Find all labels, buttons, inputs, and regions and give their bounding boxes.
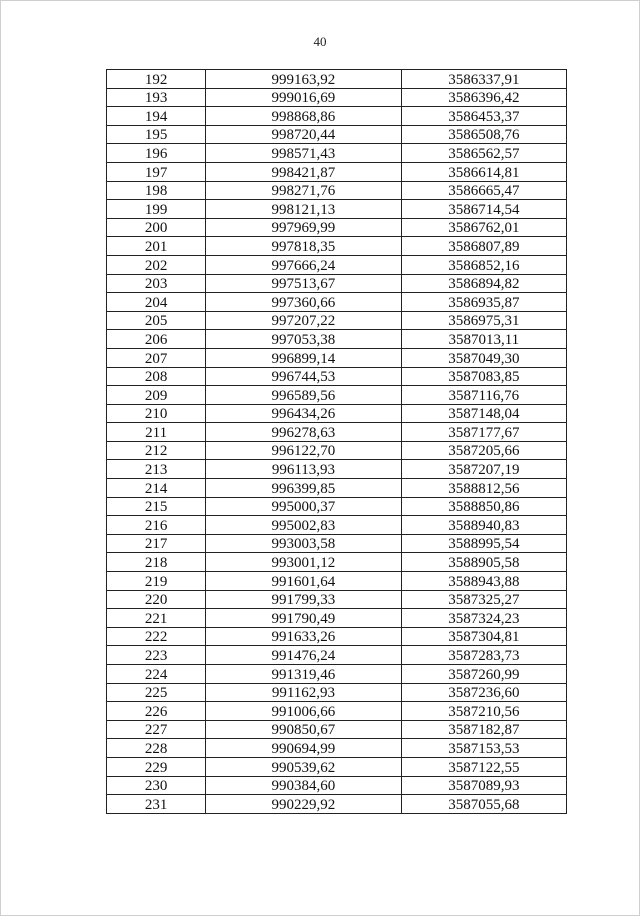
- x-coordinate-cell: 993003,58: [206, 534, 401, 553]
- table-row: [107, 441, 567, 460]
- x-coordinate-cell: 990539,62: [206, 757, 401, 776]
- point-number-cell: 218: [107, 553, 206, 572]
- y-coordinate-cell: 3586762,01: [401, 218, 566, 237]
- x-coordinate-cell: 991790,49: [206, 609, 401, 628]
- table-row: [107, 107, 567, 126]
- point-number-cell: 199: [107, 200, 206, 219]
- table-row: [107, 609, 567, 628]
- y-coordinate-cell: 3586396,42: [401, 88, 566, 107]
- x-coordinate-cell: 991162,93: [206, 683, 401, 702]
- table-row: [107, 218, 567, 237]
- y-coordinate-cell: 3588812,56: [401, 479, 566, 498]
- point-number-cell: 213: [107, 460, 206, 479]
- x-coordinate-cell: 996122,70: [206, 441, 401, 460]
- x-coordinate-cell: 996278,63: [206, 423, 401, 442]
- y-coordinate-cell: 3588940,83: [401, 516, 566, 535]
- point-number-cell: 228: [107, 739, 206, 758]
- point-number-cell: 222: [107, 627, 206, 646]
- point-number-cell: 198: [107, 181, 206, 200]
- point-number-cell: 205: [107, 311, 206, 330]
- x-coordinate-cell: 999163,92: [206, 70, 401, 89]
- x-coordinate-cell: 991476,24: [206, 646, 401, 665]
- x-coordinate-cell: 996113,93: [206, 460, 401, 479]
- point-number-cell: 197: [107, 162, 206, 181]
- table-row: [107, 162, 567, 181]
- point-number-cell: 214: [107, 479, 206, 498]
- x-coordinate-cell: 997818,35: [206, 237, 401, 256]
- y-coordinate-cell: 3588995,54: [401, 534, 566, 553]
- y-coordinate-cell: 3587148,04: [401, 404, 566, 423]
- y-coordinate-cell: 3587083,85: [401, 367, 566, 386]
- page-number: 40: [313, 34, 327, 49]
- y-coordinate-cell: 3587236,60: [401, 683, 566, 702]
- x-coordinate-cell: 991006,66: [206, 702, 401, 721]
- y-coordinate-cell: 3587283,73: [401, 646, 566, 665]
- y-coordinate-cell: 3586714,54: [401, 200, 566, 219]
- x-coordinate-cell: 990384,60: [206, 776, 401, 795]
- point-number-cell: 219: [107, 572, 206, 591]
- point-number-cell: 225: [107, 683, 206, 702]
- table-row: [107, 70, 567, 89]
- table-row: [107, 590, 567, 609]
- y-coordinate-cell: 3587055,68: [401, 795, 566, 814]
- table-row: [107, 757, 567, 776]
- table-row: [107, 293, 567, 312]
- table-row: [107, 311, 567, 330]
- x-coordinate-cell: 991319,46: [206, 665, 401, 684]
- x-coordinate-cell: 991601,64: [206, 572, 401, 591]
- table-row: [107, 460, 567, 479]
- table-row: [107, 739, 567, 758]
- y-coordinate-cell: 3587122,55: [401, 757, 566, 776]
- table-row: [107, 572, 567, 591]
- y-coordinate-cell: 3586665,47: [401, 181, 566, 200]
- point-number-cell: 200: [107, 218, 206, 237]
- point-number-cell: 224: [107, 665, 206, 684]
- y-coordinate-cell: 3587116,76: [401, 386, 566, 405]
- x-coordinate-cell: 990229,92: [206, 795, 401, 814]
- point-number-cell: 230: [107, 776, 206, 795]
- table-row: [107, 720, 567, 739]
- table-row: [107, 795, 567, 814]
- y-coordinate-cell: 3586852,16: [401, 255, 566, 274]
- table-row: [107, 330, 567, 349]
- point-number-cell: 202: [107, 255, 206, 274]
- y-coordinate-cell: 3586614,81: [401, 162, 566, 181]
- y-coordinate-cell: 3588943,88: [401, 572, 566, 591]
- table-row: [107, 497, 567, 516]
- point-number-cell: 192: [107, 70, 206, 89]
- x-coordinate-cell: 997053,38: [206, 330, 401, 349]
- point-number-cell: 231: [107, 795, 206, 814]
- table-row: [107, 348, 567, 367]
- point-number-cell: 220: [107, 590, 206, 609]
- y-coordinate-cell: 3586935,87: [401, 293, 566, 312]
- table-row: [107, 367, 567, 386]
- table-row: [107, 683, 567, 702]
- point-number-cell: 226: [107, 702, 206, 721]
- table-row: [107, 274, 567, 293]
- y-coordinate-cell: 3587177,67: [401, 423, 566, 442]
- table-row: [107, 776, 567, 795]
- table-row: [107, 646, 567, 665]
- table-row: [107, 479, 567, 498]
- point-number-cell: 207: [107, 348, 206, 367]
- y-coordinate-cell: 3587205,66: [401, 441, 566, 460]
- table-row: [107, 627, 567, 646]
- coordinates-table: [106, 69, 567, 814]
- point-number-cell: 221: [107, 609, 206, 628]
- table-row: [107, 702, 567, 721]
- coordinates-table-body: [107, 70, 567, 814]
- x-coordinate-cell: 997513,67: [206, 274, 401, 293]
- x-coordinate-cell: 990850,67: [206, 720, 401, 739]
- y-coordinate-cell: 3586975,31: [401, 311, 566, 330]
- point-number-cell: 223: [107, 646, 206, 665]
- x-coordinate-cell: 991799,33: [206, 590, 401, 609]
- point-number-cell: 204: [107, 293, 206, 312]
- x-coordinate-cell: 996589,56: [206, 386, 401, 405]
- point-number-cell: 211: [107, 423, 206, 442]
- y-coordinate-cell: 3586562,57: [401, 144, 566, 163]
- point-number-cell: 217: [107, 534, 206, 553]
- x-coordinate-cell: 999016,69: [206, 88, 401, 107]
- y-coordinate-cell: 3587153,53: [401, 739, 566, 758]
- y-coordinate-cell: 3587260,99: [401, 665, 566, 684]
- x-coordinate-cell: 996399,85: [206, 479, 401, 498]
- table-row: [107, 534, 567, 553]
- y-coordinate-cell: 3587210,56: [401, 702, 566, 721]
- y-coordinate-cell: 3586337,91: [401, 70, 566, 89]
- y-coordinate-cell: 3587325,27: [401, 590, 566, 609]
- table-row: [107, 200, 567, 219]
- y-coordinate-cell: 3586453,37: [401, 107, 566, 126]
- y-coordinate-cell: 3587049,30: [401, 348, 566, 367]
- point-number-cell: 208: [107, 367, 206, 386]
- point-number-cell: 215: [107, 497, 206, 516]
- y-coordinate-cell: 3586807,89: [401, 237, 566, 256]
- table-row: [107, 386, 567, 405]
- table-row: [107, 144, 567, 163]
- table-row: [107, 404, 567, 423]
- point-number-cell: 193: [107, 88, 206, 107]
- table-row: [107, 553, 567, 572]
- y-coordinate-cell: 3587304,81: [401, 627, 566, 646]
- x-coordinate-cell: 998421,87: [206, 162, 401, 181]
- table-row: [107, 423, 567, 442]
- point-number-cell: 194: [107, 107, 206, 126]
- x-coordinate-cell: 995002,83: [206, 516, 401, 535]
- x-coordinate-cell: 998121,13: [206, 200, 401, 219]
- point-number-cell: 229: [107, 757, 206, 776]
- x-coordinate-cell: 998271,76: [206, 181, 401, 200]
- point-number-cell: 206: [107, 330, 206, 349]
- y-coordinate-cell: 3587089,93: [401, 776, 566, 795]
- y-coordinate-cell: 3587324,23: [401, 609, 566, 628]
- table-row: [107, 88, 567, 107]
- x-coordinate-cell: 997207,22: [206, 311, 401, 330]
- table-row: [107, 125, 567, 144]
- x-coordinate-cell: 997360,66: [206, 293, 401, 312]
- point-number-cell: 210: [107, 404, 206, 423]
- x-coordinate-cell: 998571,43: [206, 144, 401, 163]
- x-coordinate-cell: 990694,99: [206, 739, 401, 758]
- x-coordinate-cell: 997969,99: [206, 218, 401, 237]
- y-coordinate-cell: 3588850,86: [401, 497, 566, 516]
- x-coordinate-cell: 996899,14: [206, 348, 401, 367]
- y-coordinate-cell: 3587207,19: [401, 460, 566, 479]
- point-number-cell: 212: [107, 441, 206, 460]
- y-coordinate-cell: 3587013,11: [401, 330, 566, 349]
- y-coordinate-cell: 3586508,76: [401, 125, 566, 144]
- x-coordinate-cell: 998868,86: [206, 107, 401, 126]
- point-number-cell: 203: [107, 274, 206, 293]
- x-coordinate-cell: 997666,24: [206, 255, 401, 274]
- y-coordinate-cell: 3586894,82: [401, 274, 566, 293]
- table-row: [107, 255, 567, 274]
- y-coordinate-cell: 3588905,58: [401, 553, 566, 572]
- point-number-cell: 227: [107, 720, 206, 739]
- table-row: [107, 181, 567, 200]
- table-row: [107, 665, 567, 684]
- x-coordinate-cell: 993001,12: [206, 553, 401, 572]
- x-coordinate-cell: 996434,26: [206, 404, 401, 423]
- table-row: [107, 516, 567, 535]
- x-coordinate-cell: 996744,53: [206, 367, 401, 386]
- y-coordinate-cell: 3587182,87: [401, 720, 566, 739]
- point-number-cell: 196: [107, 144, 206, 163]
- x-coordinate-cell: 995000,37: [206, 497, 401, 516]
- point-number-cell: 216: [107, 516, 206, 535]
- x-coordinate-cell: 998720,44: [206, 125, 401, 144]
- table-row: [107, 237, 567, 256]
- point-number-cell: 201: [107, 237, 206, 256]
- x-coordinate-cell: 991633,26: [206, 627, 401, 646]
- point-number-cell: 209: [107, 386, 206, 405]
- point-number-cell: 195: [107, 125, 206, 144]
